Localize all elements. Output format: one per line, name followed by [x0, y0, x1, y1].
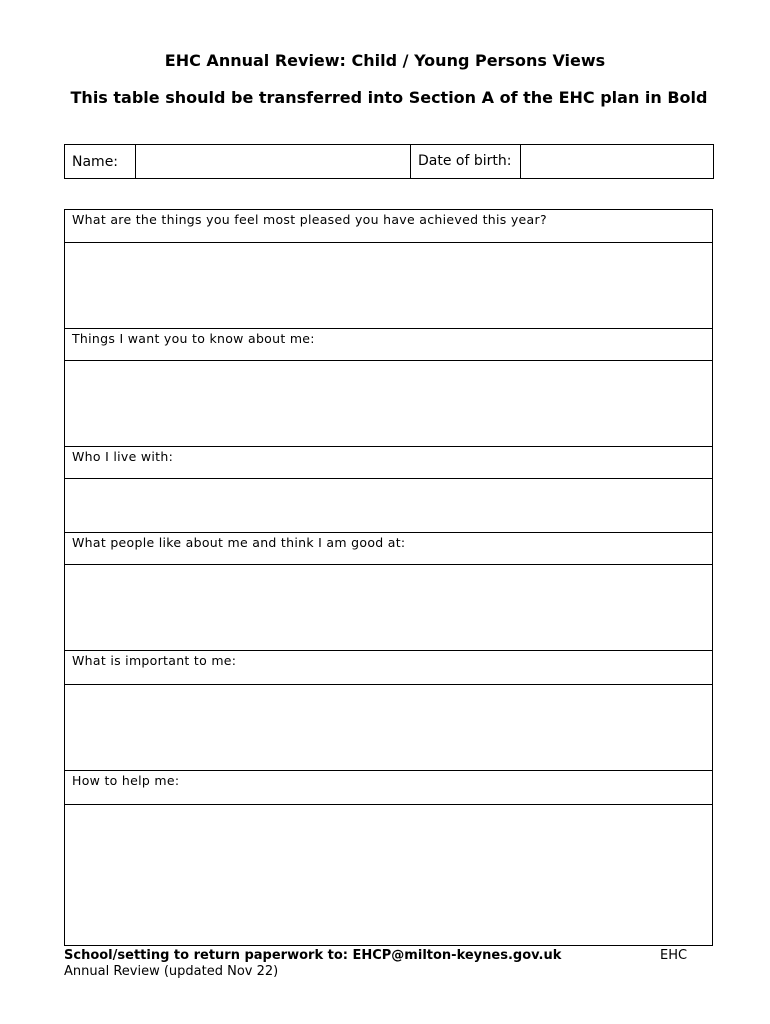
answer-know-about-me[interactable] — [65, 361, 713, 447]
question-how-to-help: How to help me: — [65, 771, 713, 805]
answer-important-to-me[interactable] — [65, 685, 713, 771]
page-subtitle: This table should be transferred into Section A of the EHC plan in Bold — [70, 88, 708, 107]
answer-achievements[interactable] — [65, 243, 713, 329]
name-label: Name: — [65, 145, 136, 179]
page-title: EHC Annual Review: Child / Young Persons Views — [164, 51, 606, 70]
name-field[interactable] — [136, 145, 411, 179]
answer-good-at[interactable] — [65, 565, 713, 651]
footer — [64, 948, 704, 980]
footer-return-address: School/setting to return paperwork to: EHCP@milton-keynes.gov.uk — [64, 948, 562, 963]
footer-annual-review: Annual Review (updated Nov 22) — [64, 964, 279, 979]
dob-field[interactable] — [521, 145, 714, 179]
answer-how-to-help[interactable] — [65, 805, 713, 946]
info-table — [64, 144, 714, 179]
question-who-i-live-with: Who I live with: — [65, 447, 713, 479]
dob-label: Date of birth: — [411, 145, 521, 179]
views-table — [64, 209, 713, 946]
footer-ehc: EHC — [660, 948, 688, 963]
answer-who-i-live-with[interactable] — [65, 479, 713, 533]
question-know-about-me: Things I want you to know about me: — [65, 329, 713, 361]
question-important-to-me: What is important to me: — [65, 651, 713, 685]
question-achievements: What are the things you feel most pleased you have achieved this year? — [65, 210, 713, 243]
question-good-at: What people like about me and think I am good at: — [65, 533, 713, 565]
